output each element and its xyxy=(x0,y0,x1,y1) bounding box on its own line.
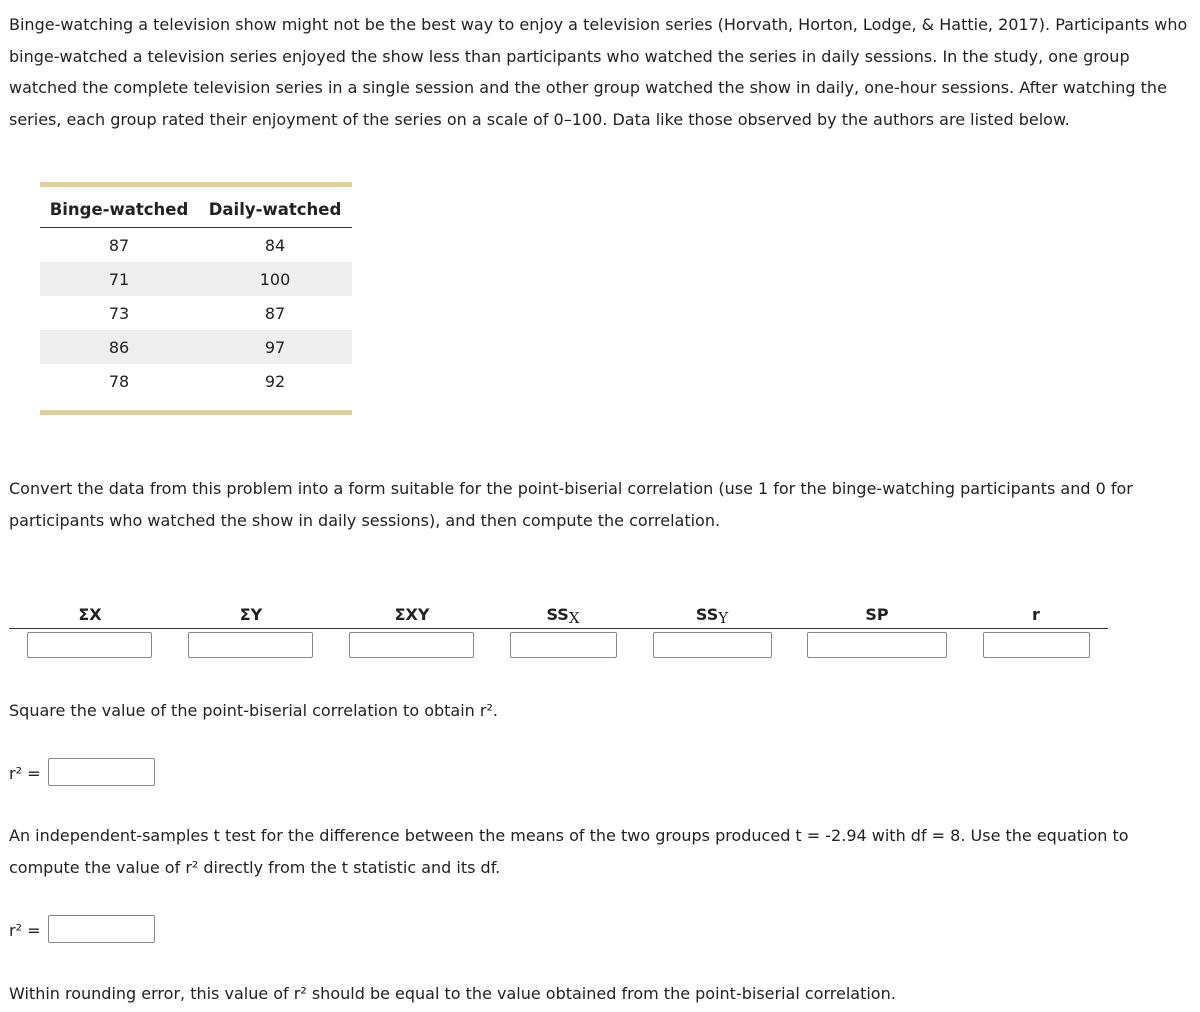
daily-cell: 92 xyxy=(264,371,286,391)
binge-cell: 78 xyxy=(108,371,130,391)
daily-cell: 97 xyxy=(198,330,352,364)
header-daily-watched: Daily-watched xyxy=(198,187,352,228)
calc-header-row xyxy=(9,600,1108,629)
binge-cell: 86 xyxy=(40,330,198,364)
r2-label-t-statistic: r² = xyxy=(9,921,41,940)
ss-x-input[interactable] xyxy=(510,632,617,658)
daily-cell: 100 xyxy=(198,262,352,296)
binge-cell: 71 xyxy=(40,262,198,296)
sum-x-header: ΣX xyxy=(78,605,102,624)
sum-x-input[interactable] xyxy=(27,632,152,658)
sum-y-header: ΣY xyxy=(239,605,263,624)
ss-y-input[interactable] xyxy=(653,632,772,658)
r-header: r xyxy=(1032,605,1040,624)
r-input[interactable] xyxy=(983,632,1090,658)
table-row xyxy=(40,330,352,364)
header-binge-watched: Binge-watched xyxy=(40,187,198,228)
sp-input[interactable] xyxy=(807,632,947,658)
r2-t-statistic-input[interactable] xyxy=(48,915,155,943)
table-row xyxy=(40,364,352,398)
table-row xyxy=(40,296,352,330)
table-row xyxy=(40,262,352,296)
sum-y-input[interactable] xyxy=(188,632,313,658)
daily-cell: 87 xyxy=(264,303,286,323)
ss-y-header: SSY xyxy=(695,605,729,627)
data-table xyxy=(40,182,352,415)
daily-cell: 84 xyxy=(264,235,286,255)
binge-cell: 87 xyxy=(108,235,130,255)
rounding-note: Within rounding error, this value of r² should be equal to the value obtained from the point-biserial correlation. xyxy=(9,984,896,1003)
table-bottom-rule xyxy=(40,410,352,415)
sp-header: SP xyxy=(865,605,889,624)
ttest-instructions: An independent-samples t test for the difference between the means of the two groups produced t = -2.94 with df = 8. Use the equation to compute the value of r² directly from the t statistic and its df. xyxy=(9,826,1129,877)
intro-paragraph: Binge-watching a television show might not be the best way to enjoy a television series (Horvath, Horton, Lodge, & Hattie, 2017). Participants who binge-watched a television series enjoyed the show less than participants who watched the series in daily sessions. In the study, one group watched the complete television series in a single session and the other group watched the show in daily, one-hour sessions. After watching the series, each group rated their enjoyment of the series on a scale of 0–100. Data like those observed by the authors are listed below. xyxy=(9,15,1188,129)
sum-xy-header: ΣXY xyxy=(394,605,430,624)
r2-point-biserial-input[interactable] xyxy=(48,758,155,786)
ss-x-header: SSX xyxy=(546,605,580,627)
sum-xy-input[interactable] xyxy=(349,632,474,658)
square-instructions: Square the value of the point-biserial correlation to obtain r². xyxy=(9,701,498,720)
r2-label-point-biserial: r² = xyxy=(9,764,41,783)
binge-cell: 73 xyxy=(108,303,130,323)
table-row xyxy=(40,228,352,263)
enjoyment-table xyxy=(40,187,352,398)
convert-instructions: Convert the data from this problem into a form suitable for the point-biserial correlation (use 1 for the binge-watching participants and 0 for participants who watched the show in daily sessions), and then compute the correlation. xyxy=(9,479,1133,530)
